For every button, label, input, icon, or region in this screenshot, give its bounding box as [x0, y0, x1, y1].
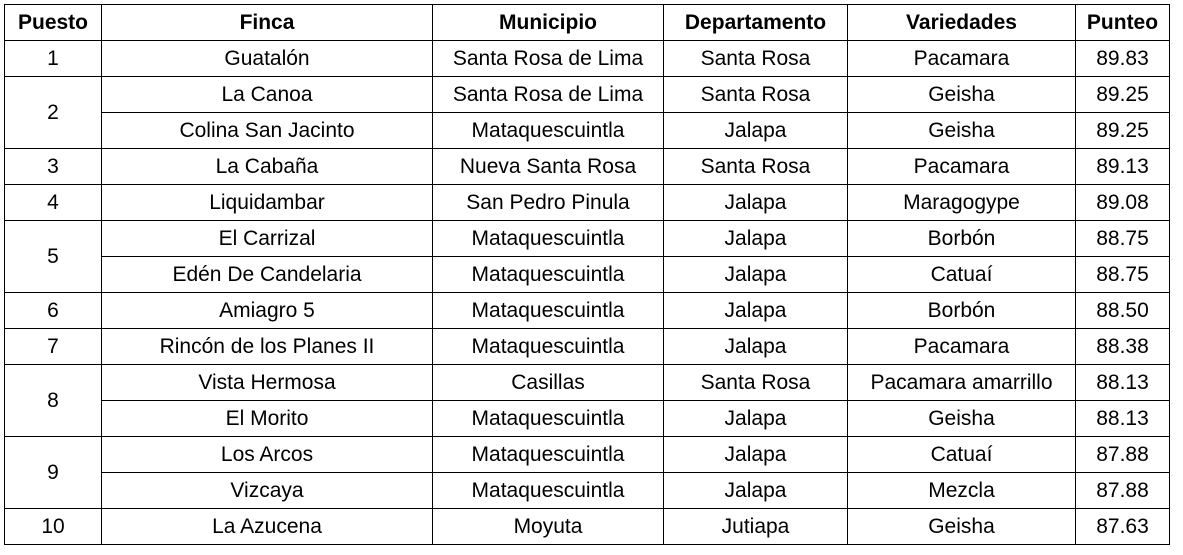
cell-municipio: San Pedro Pinula: [433, 185, 664, 221]
cell-puesto: 3: [5, 149, 102, 185]
cell-finca: Rincón de los Planes II: [102, 329, 433, 365]
cell-finca: Amiagro 5: [102, 293, 433, 329]
cell-finca: Vista Hermosa: [102, 365, 433, 401]
cell-finca: Colina San Jacinto: [102, 113, 433, 149]
cell-finca: Los Arcos: [102, 437, 433, 473]
cell-municipio: Nueva Santa Rosa: [433, 149, 664, 185]
cell-finca: Liquidambar: [102, 185, 433, 221]
header-municipio: Municipio: [433, 5, 664, 41]
cell-variedades: Geisha: [848, 401, 1076, 437]
cell-finca: La Cabaña: [102, 149, 433, 185]
table-row: [5, 401, 1170, 437]
cell-departamento: Jutiapa: [664, 509, 848, 545]
cell-punteo: 89.08: [1076, 185, 1170, 221]
table-row: [5, 437, 1170, 473]
cell-departamento: Jalapa: [664, 293, 848, 329]
cell-departamento: Jalapa: [664, 221, 848, 257]
cell-municipio: Mataquescuintla: [433, 473, 664, 509]
cell-variedades: Pacamara: [848, 149, 1076, 185]
cell-punteo: 88.13: [1076, 401, 1170, 437]
cell-departamento: Santa Rosa: [664, 41, 848, 77]
cell-departamento: Santa Rosa: [664, 365, 848, 401]
cell-variedades: Maragogype: [848, 185, 1076, 221]
cell-municipio: Santa Rosa de Lima: [433, 41, 664, 77]
cell-departamento: Jalapa: [664, 185, 848, 221]
cell-municipio: Casillas: [433, 365, 664, 401]
table-row: [5, 365, 1170, 401]
table-row: [5, 293, 1170, 329]
header-puesto: Puesto: [5, 5, 102, 41]
cell-punteo: 87.88: [1076, 473, 1170, 509]
cell-variedades: Borbón: [848, 221, 1076, 257]
cell-variedades: Pacamara amarrillo: [848, 365, 1076, 401]
table-row: [5, 329, 1170, 365]
cell-puesto: 6: [5, 293, 102, 329]
cell-municipio: Mataquescuintla: [433, 329, 664, 365]
table-row: [5, 41, 1170, 77]
cell-municipio: Mataquescuintla: [433, 437, 664, 473]
cell-puesto: 9: [5, 437, 102, 509]
cell-municipio: Mataquescuintla: [433, 401, 664, 437]
header-departamento: Departamento: [664, 5, 848, 41]
cell-finca: Vizcaya: [102, 473, 433, 509]
header-variedades: Variedades: [848, 5, 1076, 41]
cell-punteo: 89.83: [1076, 41, 1170, 77]
cell-variedades: Pacamara: [848, 329, 1076, 365]
cell-variedades: Catuaí: [848, 257, 1076, 293]
cell-punteo: 87.63: [1076, 509, 1170, 545]
cell-punteo: 88.75: [1076, 221, 1170, 257]
cell-departamento: Santa Rosa: [664, 149, 848, 185]
cell-punteo: 89.13: [1076, 149, 1170, 185]
cell-finca: El Carrizal: [102, 221, 433, 257]
table-row: [5, 149, 1170, 185]
cell-variedades: Mezcla: [848, 473, 1076, 509]
cell-municipio: Mataquescuintla: [433, 221, 664, 257]
cell-punteo: 88.50: [1076, 293, 1170, 329]
table-row: [5, 113, 1170, 149]
cell-puesto: 4: [5, 185, 102, 221]
cell-municipio: Moyuta: [433, 509, 664, 545]
cell-punteo: 89.25: [1076, 113, 1170, 149]
table-row: [5, 185, 1170, 221]
cell-municipio: Santa Rosa de Lima: [433, 77, 664, 113]
header-finca: Finca: [102, 5, 433, 41]
cell-finca: Guatalón: [102, 41, 433, 77]
table-row: [5, 509, 1170, 545]
cell-variedades: Catuaí: [848, 437, 1076, 473]
cell-variedades: Borbón: [848, 293, 1076, 329]
cell-departamento: Jalapa: [664, 437, 848, 473]
cell-puesto: 2: [5, 77, 102, 149]
cell-punteo: 88.75: [1076, 257, 1170, 293]
cell-finca: Edén De Candelaria: [102, 257, 433, 293]
cell-puesto: 8: [5, 365, 102, 437]
table-row: [5, 77, 1170, 113]
cell-departamento: Jalapa: [664, 113, 848, 149]
cell-municipio: Mataquescuintla: [433, 293, 664, 329]
cell-departamento: Santa Rosa: [664, 77, 848, 113]
table-body: [5, 41, 1170, 545]
table-row: [5, 221, 1170, 257]
cell-puesto: 5: [5, 221, 102, 293]
cell-punteo: 88.38: [1076, 329, 1170, 365]
table-row: [5, 473, 1170, 509]
cell-punteo: 89.25: [1076, 77, 1170, 113]
cell-departamento: Jalapa: [664, 257, 848, 293]
header-punteo: Punteo: [1076, 5, 1170, 41]
cell-variedades: Geisha: [848, 77, 1076, 113]
cell-finca: La Azucena: [102, 509, 433, 545]
header-row: [5, 5, 1170, 41]
cell-puesto: 7: [5, 329, 102, 365]
cell-puesto: 10: [5, 509, 102, 545]
cell-municipio: Mataquescuintla: [433, 113, 664, 149]
cell-departamento: Jalapa: [664, 401, 848, 437]
cell-departamento: Jalapa: [664, 329, 848, 365]
cell-finca: El Morito: [102, 401, 433, 437]
cell-variedades: Pacamara: [848, 41, 1076, 77]
cell-departamento: Jalapa: [664, 473, 848, 509]
ranking-table: [4, 4, 1170, 545]
cell-variedades: Geisha: [848, 509, 1076, 545]
table-row: [5, 257, 1170, 293]
cell-puesto: 1: [5, 41, 102, 77]
cell-punteo: 88.13: [1076, 365, 1170, 401]
cell-variedades: Geisha: [848, 113, 1076, 149]
cell-punteo: 87.88: [1076, 437, 1170, 473]
cell-municipio: Mataquescuintla: [433, 257, 664, 293]
cell-finca: La Canoa: [102, 77, 433, 113]
